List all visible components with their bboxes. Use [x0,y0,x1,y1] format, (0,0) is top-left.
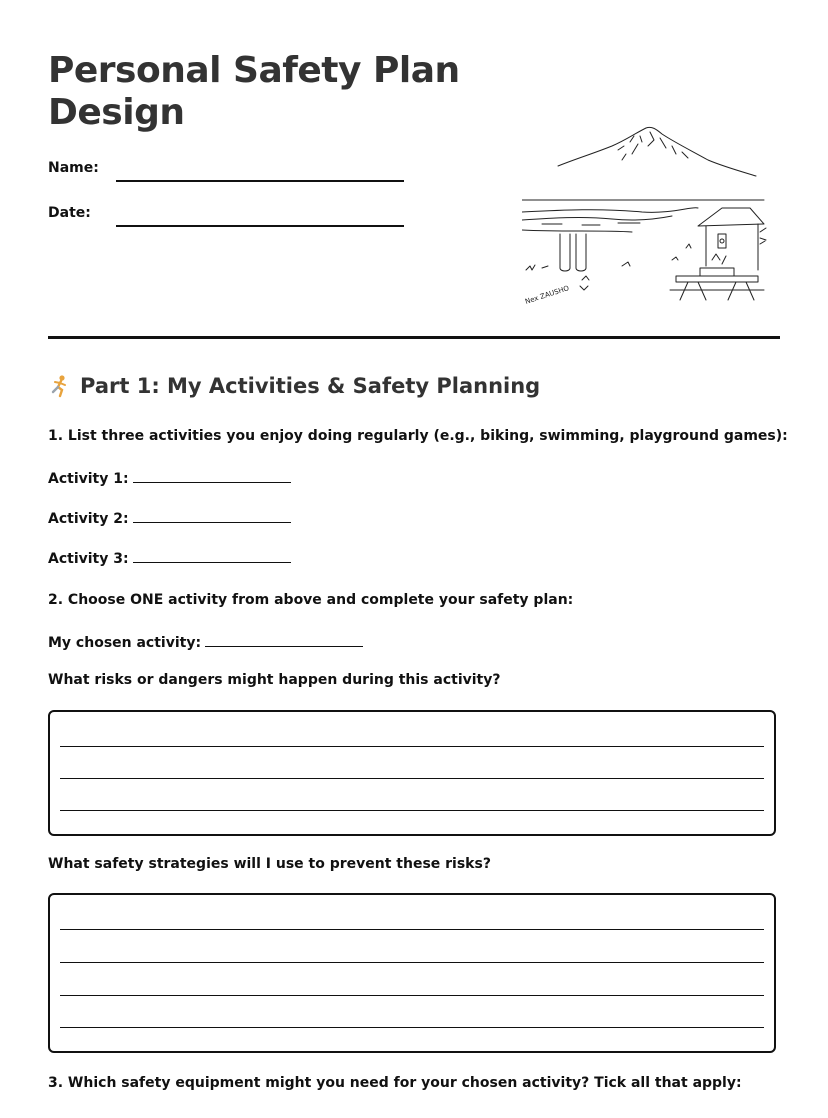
mountain-drawing [558,127,756,176]
worksheet-page [48,0,788,1118]
answer-line [60,962,764,963]
risks-question: What risks or dangers might happen during this activity? [48,672,501,688]
activity-1-label: Activity 1: [48,471,129,487]
gazebo-roof [698,208,764,226]
gazebo-sign [718,234,726,248]
activity-3-write-line[interactable] [133,548,291,563]
answer-line [60,810,764,811]
activity-2-write-line[interactable] [133,508,291,523]
question-3: 3. Which safety equipment might you need for your chosen activity? Tick all that apply: [48,1075,742,1091]
name-write-line[interactable] [116,180,404,182]
chosen-activity-write-line[interactable] [205,632,363,647]
activity-2-row [48,508,291,527]
running-person-icon [48,374,72,398]
risks-answer-box[interactable] [48,710,776,836]
picnic-table [670,276,764,300]
date-label: Date: [48,205,91,221]
name-label: Name: [48,160,99,176]
date-write-line[interactable] [116,225,404,227]
answer-line [60,746,764,747]
part1-heading [48,374,540,398]
activity-3-label: Activity 3: [48,551,129,567]
header-divider [48,336,780,339]
date-field [48,205,408,229]
activity-2-label: Activity 2: [48,511,129,527]
strategies-answer-box[interactable] [48,893,776,1053]
question-1: 1. List three activities you enjoy doing regularly (e.g., biking, swimming, playground games): [48,428,788,444]
chosen-activity-row [48,632,363,651]
swing-seats [560,234,586,271]
part1-heading-text: Part 1: My Activities & Safety Planning [80,374,541,398]
strategies-question: What safety strategies will I use to prevent these risks? [48,856,491,872]
answer-line [60,995,764,996]
answer-line [60,778,764,779]
chosen-activity-label: My chosen activity: [48,635,202,651]
question-2: 2. Choose ONE activity from above and complete your safety plan: [48,592,574,608]
activity-1-write-line[interactable] [133,468,291,483]
answer-line [60,929,764,930]
name-field [48,160,408,184]
page-title: Personal Safety Plan Design [48,50,460,133]
answer-line [60,1027,764,1028]
lakeside-illustration [522,120,776,310]
artist-signature: Nex ZAUSHO [524,284,571,306]
activity-1-row [48,468,291,487]
activity-3-row [48,548,291,567]
